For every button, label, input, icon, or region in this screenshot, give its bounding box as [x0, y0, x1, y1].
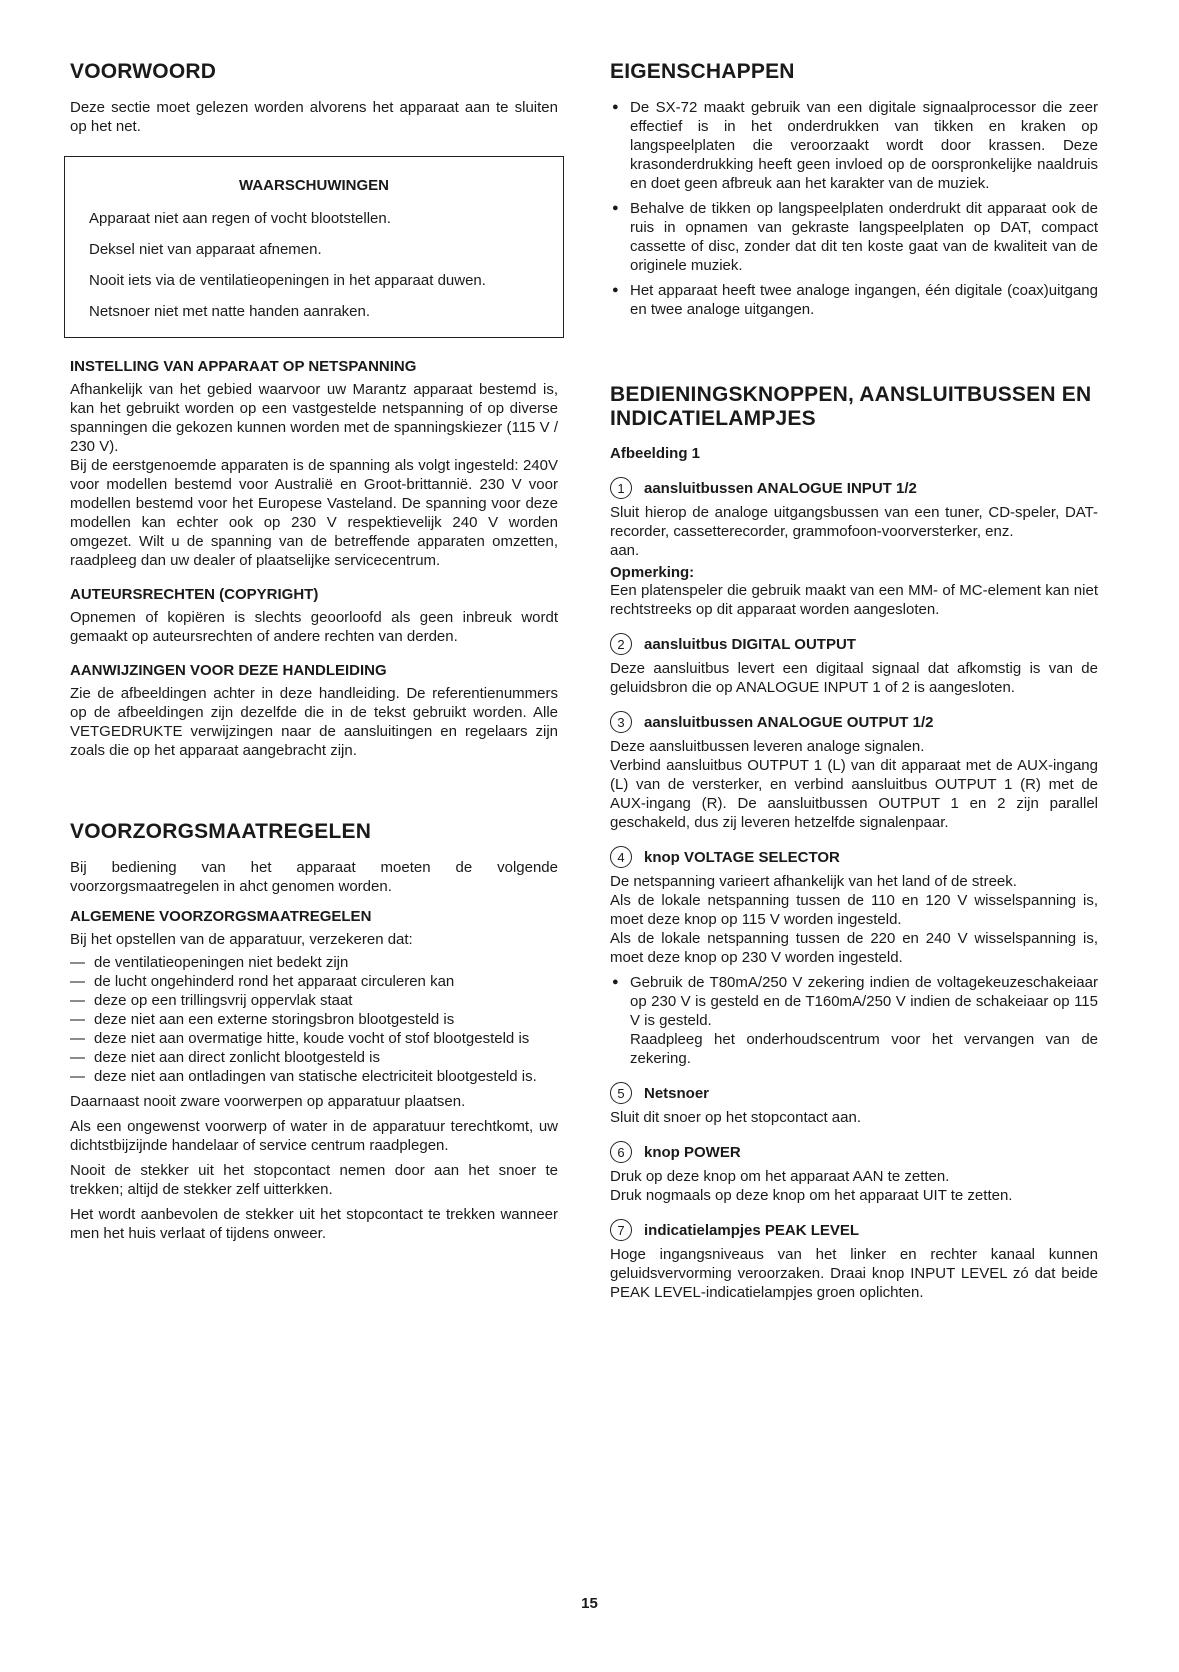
control-item-4: [610, 846, 1098, 1068]
item-title: knop VOLTAGE SELECTOR: [644, 848, 840, 866]
list-item: — deze niet aan overmatige hitte, koude vocht of stof blootgesteld is: [70, 1029, 558, 1048]
warning-item: Apparaat niet aan regen of vocht blootstellen.: [89, 210, 391, 228]
aanwijzingen-p1: Zie de afbeeldingen achter in deze handleiding. De referentienummers op de afbeeldingen zijn dezelfde die in de tekst gebruikt worden. Alle VETGEDRUKTE verwijzingen naar de aansluitingen en regelaars zijn zoals die op het apparaat aangebracht zijn.: [70, 685, 558, 760]
aanwijzingen-section: [70, 662, 558, 760]
number-badge: 4: [610, 846, 632, 868]
warnings-title: WAARSCHUWINGEN: [239, 177, 389, 195]
item-title: aansluitbus DIGITAL OUTPUT: [644, 635, 856, 653]
list-item: — deze op een trillingsvrij oppervlak staat: [70, 991, 558, 1010]
warning-item: Netsnoer niet met natte handen aanraken.: [89, 303, 371, 321]
left-column: [70, 60, 558, 1249]
number-badge: 3: [610, 711, 632, 733]
voorzorg-p2: Als een ongewenst voorwerp of water in de apparatuur terechtkomt, uw dichtstbijzijnde handelaar of service centrum raadplegen.: [70, 1118, 558, 1155]
warning-item: Deksel niet van apparaat afnemen.: [89, 241, 322, 259]
netspanning-p2: Bij de eerstgenoemde apparaten is de spanning als volgt ingesteld: 240V voor modellen bestemd voor Australië en Groot-brittannië. 230 V voor modellen bestemd voor het Europese Vasteland. De spanning voor deze modellen kan echter ook op 230 V respektievelijk 240 V worden omgezet. Wilt u de spanning van de betreffende apparaten omzetten, raadpleeg dan uw dealer of plaatselijke servicecentrum.: [70, 457, 558, 570]
voorzorg-list: [70, 953, 558, 1086]
fuse-note: [610, 973, 1098, 1068]
voorzorg-sub-title: ALGEMENE VOORZORGSMAATREGELEN: [70, 908, 372, 926]
note-title: Opmerking:: [610, 564, 695, 582]
list-item: — deze niet aan een externe storingsbron blootgesteld is: [70, 1010, 558, 1029]
number-badge: 2: [610, 633, 632, 655]
voorzorg-intro: Bij bediening van het apparaat moeten de volgende voorzorgsmaatregelen in ahct genomen worden.: [70, 859, 558, 896]
auteursrechten-title: AUTEURSRECHTEN (COPYRIGHT): [70, 586, 319, 604]
item-text: Verbind aansluitbus OUTPUT 1 (L) van dit apparaat met de AUX-ingang (L) van de versterker, en verbind aansluitbus OUTPUT 1 (R) met de AUX-ingang (R). De aansluitbussen OUTPUT 1 en 2 zijn parallel geschakeld, dus zij leveren hetzelfde signalenpaar.: [610, 757, 1098, 832]
right-column: [610, 60, 1098, 1316]
list-item: ● De SX-72 maakt gebruik van een digitale signaalprocessor die zeer effectief is in het onderdrukken van tikken en kraken op langspeelplaten die veroorzaakt wordt door krassen. Deze krasonderdrukking heeft geen invloed op de oorspronkelijke naaldruis en doet geen afbreuk aan het karakter van de muziek.: [610, 98, 1098, 193]
list-item: — de lucht ongehinderd rond het apparaat circuleren kan: [70, 972, 558, 991]
item-text: Druk op deze knop om het apparaat AAN te zetten.: [610, 1168, 950, 1186]
eigenschappen-title: EIGENSCHAPPEN: [610, 60, 795, 83]
item-text: Als de lokale netspanning tussen de 220 en 240 V wisselspanning is, moet deze knop op 230 V worden ingesteld.: [610, 930, 1098, 967]
figure-label: Afbeelding 1: [610, 445, 701, 463]
control-item-7: [610, 1219, 1098, 1302]
list-item: ● Behalve de tikken op langspeelplaten onderdrukt dit apparaat ook de ruis in opnamen van gekraste langspeelplaten op DAT, compact cassette of disc, zonder dat dit ten koste gaat van de kwaliteit van de originele muziek.: [610, 199, 1098, 275]
voorzorg-lead: Bij het opstellen van de apparatuur, verzekeren dat:: [70, 931, 413, 949]
list-item: ● Het apparaat heeft twee analoge ingangen, één digitale (coax)uitgang en twee analoge uitgangen.: [610, 281, 1098, 319]
item-title: aansluitbussen ANALOGUE OUTPUT 1/2: [644, 713, 934, 731]
item-text: Als de lokale netspanning tussen de 110 en 120 V wisselspanning is, moet deze knop op 115 V worden ingesteld.: [610, 892, 1098, 929]
auteursrechten-section: [70, 586, 558, 646]
list-item: — deze niet aan direct zonlicht blootgesteld is: [70, 1048, 558, 1067]
item-title: aansluitbussen ANALOGUE INPUT 1/2: [644, 479, 917, 497]
item-text: Deze aansluitbus levert een digitaal signaal dat afkomstig is van de geluidsbron die op ANALOGUE INPUT 1 of 2 is aangesloten.: [610, 660, 1098, 697]
aanwijzingen-title: AANWIJZINGEN VOOR DEZE HANDLEIDING: [70, 662, 387, 680]
control-item-3: [610, 711, 1098, 832]
number-badge: 6: [610, 1141, 632, 1163]
netspanning-section: [70, 358, 558, 570]
fuse-service-text: Raadpleeg het onderhoudscentrum voor het vervangen van de zekering.: [630, 1031, 1098, 1068]
control-item-2: [610, 633, 1098, 697]
item-text: Sluit dit snoer op het stopcontact aan.: [610, 1109, 861, 1127]
warnings-box: [64, 156, 564, 338]
number-badge: 7: [610, 1219, 632, 1241]
item-text: De netspanning varieert afhankelijk van het land of de streek.: [610, 873, 1017, 891]
eigenschappen-list: [610, 98, 1098, 319]
item-title: knop POWER: [644, 1143, 741, 1161]
number-badge: 5: [610, 1082, 632, 1104]
voorwoord-title: VOORWOORD: [70, 60, 217, 83]
control-item-5: [610, 1082, 1098, 1127]
netspanning-p1: Afhankelijk van het gebied waarvoor uw Marantz apparaat bestemd is, kan het gebruikt worden op een vastgestelde netspanning of op diverse spanningen die gekozen kunnen worden met de spanningskiezer (115 V / 230 V).: [70, 381, 558, 456]
item-text: Druk nogmaals op deze knop om het apparaat UIT te zetten.: [610, 1187, 1013, 1205]
list-item: — de ventilatieopeningen niet bedekt zijn: [70, 953, 558, 972]
number-badge: 1: [610, 477, 632, 499]
netspanning-title: INSTELLING VAN APPARAAT OP NETSPANNING: [70, 358, 417, 376]
voorzorg-p1: Daarnaast nooit zware voorwerpen op apparatuur plaatsen.: [70, 1093, 466, 1111]
list-item: — deze niet aan ontladingen van statische electriciteit blootgesteld is.: [70, 1067, 558, 1086]
voorzorg-p4: Het wordt aanbevolen de stekker uit het stopcontact te trekken wanneer men het huis verlaat of tijdens onweer.: [70, 1206, 558, 1243]
control-item-1: [610, 477, 1098, 619]
note-text: Een platenspeler die gebruik maakt van een MM- of MC-element kan niet rechtstreeks op dit apparaat worden aangesloten.: [610, 582, 1098, 619]
fuse-text: Gebruik de T80mA/250 V zekering indien de voltagekeuzeschakeiaar op 230 V is gesteld en de T160mA/250 V indien de schakeiaar op 115 V is gesteld.: [630, 974, 1098, 1030]
warning-item: Nooit iets via de ventilatieopeningen in het apparaat duwen.: [89, 272, 486, 290]
voorwoord-intro: Deze sectie moet gelezen worden alvorens het apparaat aan te sluiten op het net.: [70, 99, 558, 136]
page-number: 15: [581, 1595, 598, 1612]
bediening-title: BEDIENINGSKNOPPEN, AANSLUITBUSSEN EN INDICATIELAMPJES: [610, 383, 1092, 431]
item-title: indicatielampjes PEAK LEVEL: [644, 1221, 860, 1239]
list-item: [610, 973, 1098, 1068]
item-text: Hoge ingangsniveaus van het linker en rechter kanaal kunnen geluidsvervorming veroorzaken. Draai knop INPUT LEVEL zó dat beide PEAK LEVEL-indicatielampjes groen oplichten.: [610, 1246, 1098, 1302]
control-item-6: [610, 1141, 1098, 1205]
auteursrechten-p1: Opnemen of kopiëren is slechts geoorloofd als geen inbreuk wordt gemaakt op auteursrechten of andere rechten van derden.: [70, 609, 558, 646]
voorzorg-p3: Nooit de stekker uit het stopcontact nemen door aan het snoer te trekken; altijd de stekker zelf uitterkken.: [70, 1162, 558, 1199]
voorzorg-title: VOORZORGSMAATREGELEN: [70, 820, 372, 844]
item-text: aan.: [610, 542, 640, 560]
item-text: Deze aansluitbussen leveren analoge signalen.: [610, 738, 925, 756]
item-text: Sluit hierop de analoge uitgangsbussen van een tuner, CD-speler, DAT-recorder, cassetterecorder, grammofoon-voorversterker, enz.: [610, 504, 1098, 541]
item-title: Netsnoer: [644, 1084, 710, 1102]
